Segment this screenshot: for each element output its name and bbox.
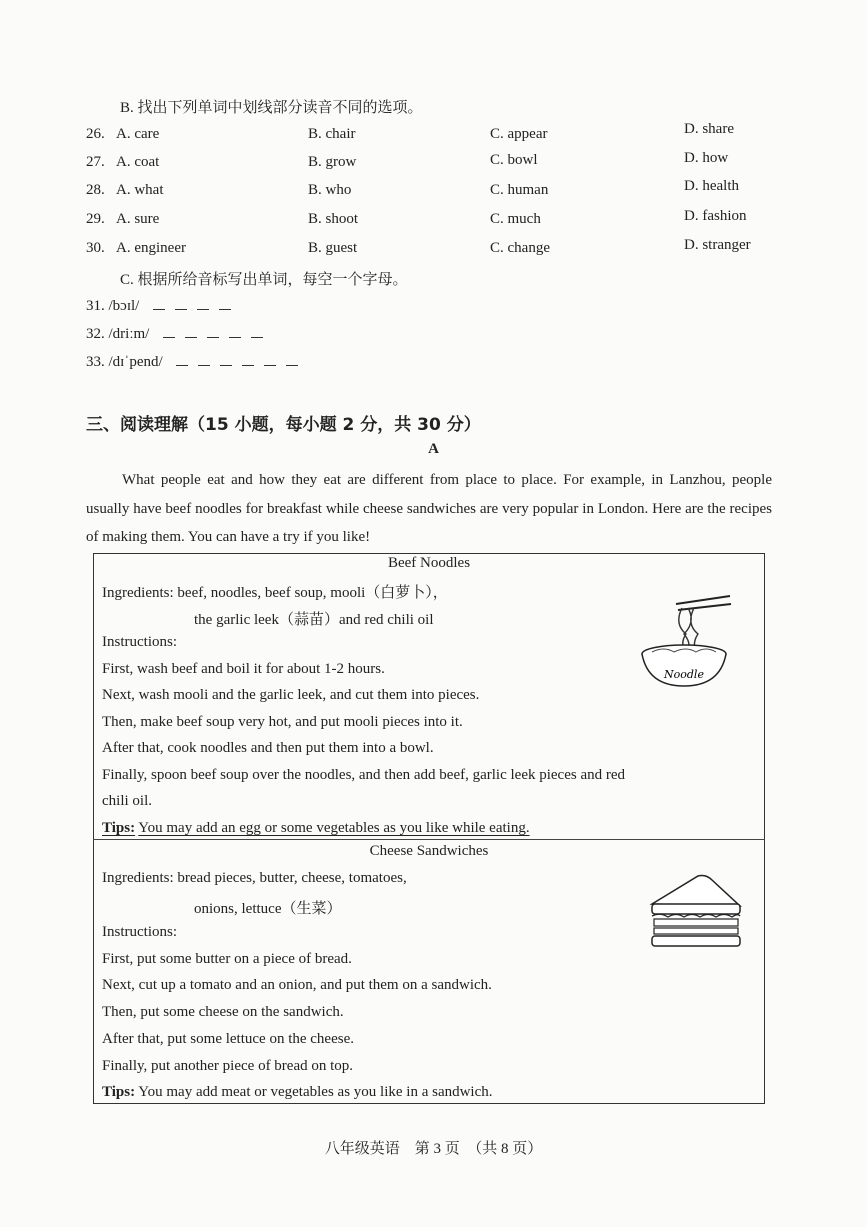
question-number: 27.	[86, 154, 105, 170]
answer-blank[interactable]	[198, 355, 210, 366]
phonetic: /driːm/	[108, 326, 150, 342]
answer-blank[interactable]	[251, 327, 263, 338]
answer-blank[interactable]	[163, 327, 175, 338]
tips-text: You may add an egg or some vegetables as you like while eating.	[138, 820, 530, 836]
tips-line	[102, 820, 530, 837]
answer-blank[interactable]	[264, 355, 276, 366]
instructions-label: Instructions:	[102, 634, 177, 650]
answer-blank[interactable]	[175, 299, 187, 310]
ingredients-text: bread pieces, butter, cheese, tomatoes,	[177, 870, 407, 886]
recipe-title-beef-noodles: Beef Noodles	[387, 555, 471, 571]
question-number: 28.	[86, 182, 105, 198]
option-b: B. guest	[308, 240, 358, 256]
passage-label: A	[428, 441, 439, 457]
ingredients-text: beef, noodles, beef soup, mooli（白萝卜），	[177, 585, 448, 601]
recipe-divider	[93, 839, 765, 840]
answer-blank[interactable]	[219, 299, 231, 310]
option-b: B. shoot	[308, 211, 359, 227]
option-c: C. change	[490, 240, 550, 256]
step-3: Then, make beef soup very hot, and put mooli pieces into it.	[102, 714, 463, 730]
step-5: Finally, put another piece of bread on top.	[102, 1058, 354, 1074]
ingredients-line	[102, 870, 407, 887]
step-5-cont: chili oil.	[102, 793, 152, 809]
option-c: C. appear	[490, 126, 548, 142]
option-a: A. engineer	[116, 240, 186, 256]
section-b-title: B. 找出下列单词中划线部分读音不同的选项。	[120, 100, 423, 116]
question-row-30	[0, 237, 867, 260]
step-4: After that, put some lettuce on the cheese.	[102, 1031, 354, 1047]
ingredients-line-2: onions, lettuce（生菜）	[194, 901, 342, 917]
option-b: B. chair	[308, 126, 356, 142]
step-3: Then, put some cheese on the sandwich.	[102, 1004, 344, 1020]
step-2: Next, cut up a tomato and an onion, and put them on a sandwich.	[102, 977, 492, 993]
recipe-title-cheese-sandwiches: Cheese Sandwiches	[369, 843, 489, 859]
tips-line	[102, 1084, 493, 1101]
question-number: 31.	[86, 298, 105, 314]
question-row-26	[0, 121, 867, 146]
ingredients-label: Ingredients:	[102, 585, 174, 601]
option-a: A. sure	[116, 211, 160, 227]
option-b: B. who	[308, 182, 352, 198]
option-a: A. what	[116, 182, 164, 198]
noodle-bowl-icon	[634, 594, 734, 690]
question-number: 33.	[86, 354, 105, 370]
sandwich-icon	[646, 870, 746, 950]
answer-blank[interactable]	[286, 355, 298, 366]
step-4: After that, cook noodles and then put them into a bowl.	[102, 740, 434, 756]
passage-intro: What people eat and how they eat are different from place to place. For example, in Lanzhou, people usually have beef noodles for breakfast while cheese sandwiches are very popular in London. Here are the recipes of making them. You can have a try if you like!	[86, 472, 772, 545]
option-d: D. share	[684, 121, 734, 137]
ingredients-line-2: the garlic leek（蒜苗）and red chili oil	[194, 612, 434, 628]
question-row-29	[0, 208, 867, 231]
instructions-label: Instructions:	[102, 924, 177, 940]
option-d: D. stranger	[684, 237, 751, 253]
question-31	[86, 298, 231, 315]
option-d: D. fashion	[684, 208, 747, 224]
tips-label: Tips:	[102, 1084, 136, 1100]
question-number: 29.	[86, 211, 105, 227]
bowl-label: Noodle	[664, 668, 704, 681]
question-32	[86, 326, 263, 343]
answer-blank[interactable]	[197, 299, 209, 310]
step-2: Next, wash mooli and the garlic leek, and cut them into pieces.	[102, 687, 480, 703]
answer-blank[interactable]	[153, 299, 165, 310]
page-footer: 八年级英语 第 3 页 （共 8 页）	[324, 1141, 543, 1157]
section-3-title: 三、阅读理解（15 小题，每小题 2 分，共 30 分）	[86, 415, 481, 435]
answer-blank[interactable]	[185, 327, 197, 338]
option-c: C. much	[490, 211, 541, 227]
answer-blank[interactable]	[220, 355, 232, 366]
question-number: 26.	[86, 126, 105, 142]
question-row-27	[0, 150, 867, 174]
step-1: First, wash beef and boil it for about 1-2 hours.	[102, 661, 385, 677]
option-a: A. coat	[116, 154, 160, 170]
option-c: C. bowl	[490, 152, 538, 168]
phonetic: /dɪˈpend/	[108, 354, 163, 370]
ingredients-label: Ingredients:	[102, 870, 174, 886]
option-b: B. grow	[308, 154, 357, 170]
option-d: D. how	[684, 150, 729, 166]
question-row-28	[0, 178, 867, 202]
section-c-title: C. 根据所给音标写出单词，每空一个字母。	[120, 272, 408, 288]
step-5: Finally, spoon beef soup over the noodles, and then add beef, garlic leek pieces and red	[102, 767, 626, 783]
option-a: A. care	[116, 126, 160, 142]
option-d: D. health	[684, 178, 739, 194]
answer-blank[interactable]	[207, 327, 219, 338]
option-c: C. human	[490, 182, 549, 198]
answer-blank[interactable]	[176, 355, 188, 366]
question-number: 32.	[86, 326, 105, 342]
ingredients-line	[102, 581, 448, 602]
question-33	[86, 354, 298, 371]
answer-blank[interactable]	[229, 327, 241, 338]
phonetic: /bɔɪl/	[108, 298, 140, 314]
tips-text: You may add meat or vegetables as you like in a sandwich.	[138, 1084, 493, 1100]
tips-label: Tips:	[102, 820, 136, 836]
question-number: 30.	[86, 240, 105, 256]
answer-blank[interactable]	[242, 355, 254, 366]
step-1: First, put some butter on a piece of bread.	[102, 951, 352, 967]
